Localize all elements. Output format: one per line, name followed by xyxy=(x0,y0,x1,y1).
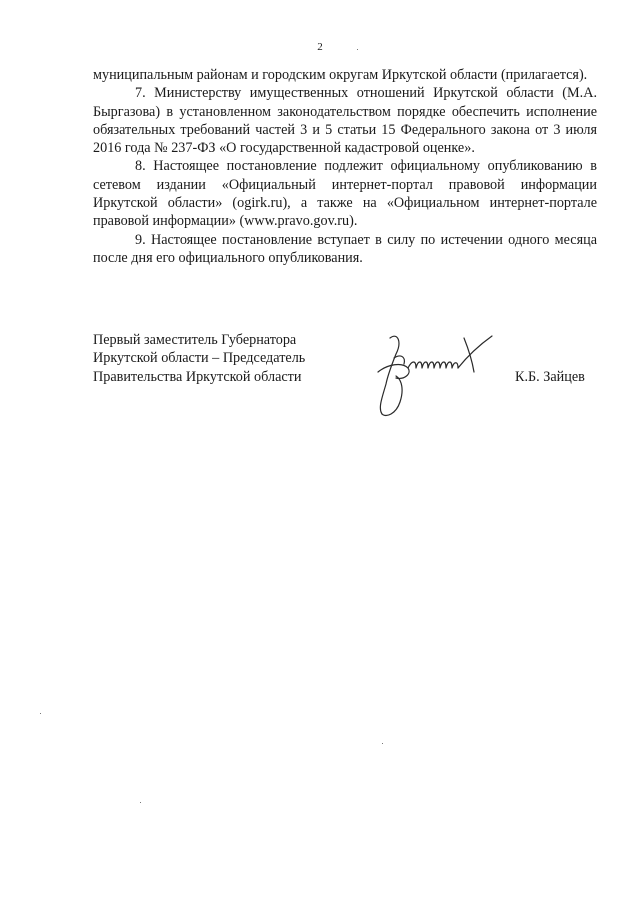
signer-title-line: Правительства Иркутской области xyxy=(93,368,302,385)
paragraph-continued: муниципальным районам и городским округам Иркутской области (прилагается). xyxy=(93,67,588,83)
paragraph-7: 7. Министерству имущественных отношений Иркутской области (М.А. Быргазова) в установленном законодательством порядке обеспечить исполнение обязательных требований частей 3 и 5 статьи 15 Федерального закона от 3 июля 2016 года № 237-ФЗ «О государственной кадастровой оценке». xyxy=(93,85,597,157)
scan-speck xyxy=(140,802,141,803)
document-body xyxy=(93,66,597,267)
scan-speck xyxy=(40,713,41,714)
signer-title-line: Иркутской области – Председатель xyxy=(93,350,306,367)
signer-name: К.Б. Зайцев xyxy=(515,368,585,385)
signature-block xyxy=(93,331,603,431)
page-number: 2 xyxy=(317,41,323,53)
scan-speck xyxy=(382,743,383,744)
paragraph-8: 8. Настоящее постановление подлежит официальному опубликованию в сетевом издании «Официальный интернет-портал правовой информации Иркутской области» (ogirk.ru), а также на «Официальном интернет-портале правовой информации» (www.pravo.gov.ru). xyxy=(93,158,597,230)
scan-speck xyxy=(357,49,358,50)
paragraph-9: 9. Настоящее постановление вступает в силу по истечении одного месяца после дня его официального опубликования. xyxy=(93,231,597,266)
signer-title-line: Первый заместитель Губернатора xyxy=(93,332,297,348)
handwritten-signature xyxy=(368,328,508,418)
